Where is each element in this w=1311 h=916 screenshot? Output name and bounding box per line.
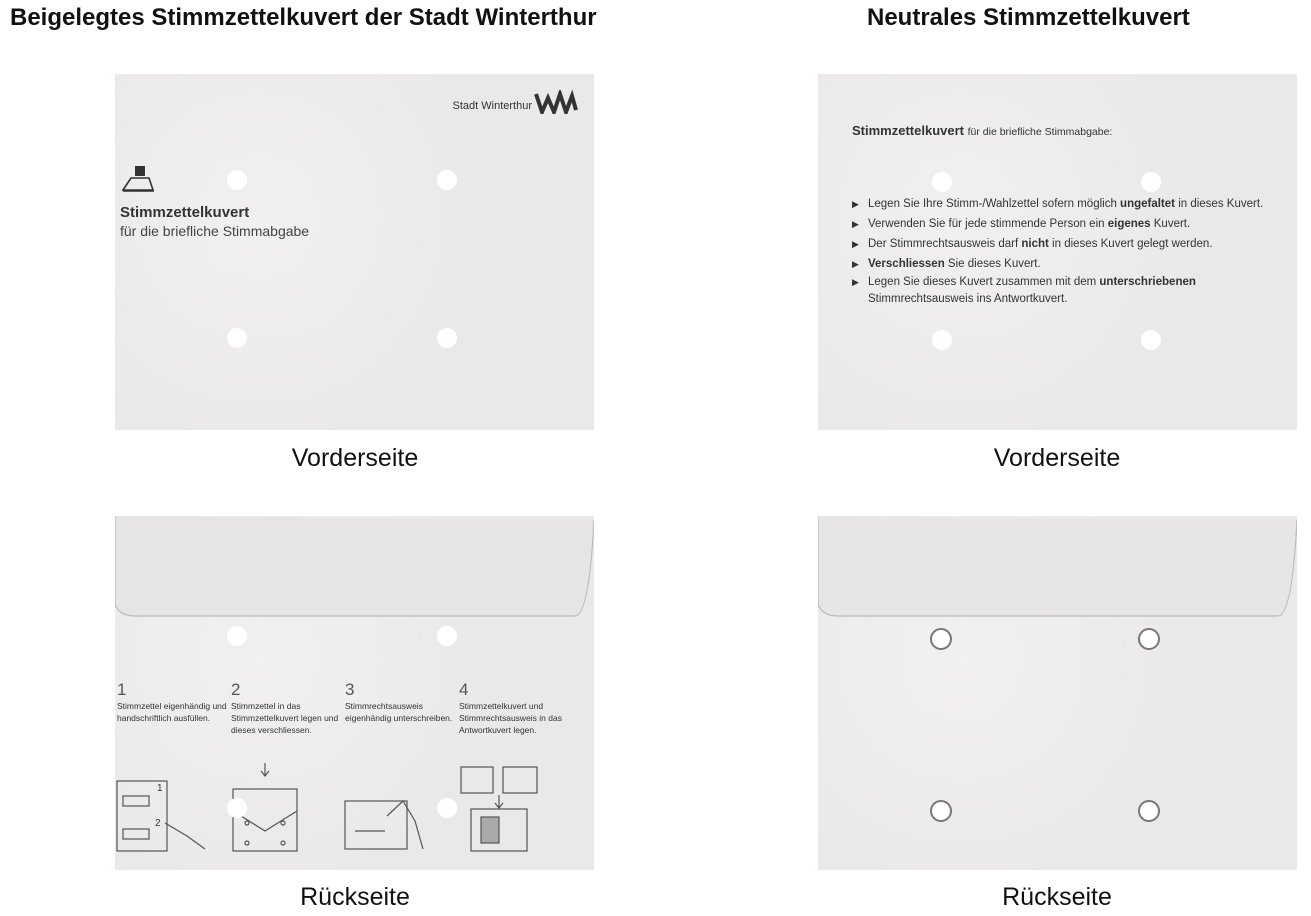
list-item: ▶ Legen Sie dieses Kuvert zusammen mit dem unterschriebenen Stimmrechtsausweis ins Antwortkuvert. [852,276,1196,305]
envelope-flap [818,516,1297,618]
envelope-heading: Stimmzettelkuvert [120,204,250,221]
punch-hole [1141,330,1161,350]
svg-text:1: 1 [157,783,163,794]
step-2: 2 Stimmzettel in das Stimmzettelkuvert legen und dieses verschliessen. [231,680,339,735]
punch-hole [227,626,247,646]
punch-hole [437,328,457,348]
step-3: 3 Stimmrechtsausweis eigenhändig unterschreiben. [345,680,453,723]
punch-hole [227,798,247,818]
right-title: Neutrales Stimmzettelkuvert [867,4,1190,31]
ballot-icon [121,164,155,194]
envelope-subheading: für die briefliche Stimmabgabe [120,223,310,239]
step-1: 1 Stimmzettel eigenhändig und handschriftlich ausfüllen. [117,680,227,723]
step-illustrations [115,761,594,861]
left-title: Beigelegtes Stimmzettelkuvert der Stadt Winterthur [10,4,597,31]
list-item: ▶ Verwenden Sie für jede stimmende Person ein eigenes Kuvert. [852,218,1191,230]
punch-hole [932,172,952,192]
right-front-caption: Vorderseite [993,444,1121,472]
list-item: ▶ Verschliessen Sie dieses Kuvert. [852,258,1041,270]
neutral-envelope-back [818,516,1297,870]
list-item: ▶ Der Stimmrechtsausweis darf nicht in dieses Kuvert gelegt werden. [852,238,1213,250]
punch-hole [437,170,457,190]
punch-hole [227,328,247,348]
winterthur-envelope-back [115,516,594,870]
right-back-caption: Rückseite [1002,883,1112,911]
list-item: ▶ Legen Sie Ihre Stimm-/Wahlzettel sofern möglich ungefaltet in dieses Kuvert. [852,198,1264,210]
punch-hole [930,628,952,650]
left-front-caption: Vorderseite [291,444,419,472]
svg-text:2: 2 [155,818,161,829]
punch-hole [437,626,457,646]
punch-hole [930,800,952,822]
city-label: Stadt Winterthur [452,100,532,112]
left-back-caption: Rückseite [300,883,410,911]
instruction-list [852,194,1263,308]
punch-hole [1141,172,1161,192]
neutral-heading: Stimmzettelkuvert für die briefliche Stimmabgabe: [852,123,1113,138]
punch-hole [227,170,247,190]
neutral-envelope-front [818,74,1297,430]
punch-hole [1138,800,1160,822]
punch-hole [932,330,952,350]
step-4: 4 Stimmzettelkuvert und Stimmrechtsausweis in das Antwortkuvert legen. [459,680,562,735]
envelope-flap [115,516,594,618]
winterthur-envelope-front [115,74,594,430]
punch-hole [437,798,457,818]
winterthur-logo [534,90,578,114]
punch-hole [1138,628,1160,650]
